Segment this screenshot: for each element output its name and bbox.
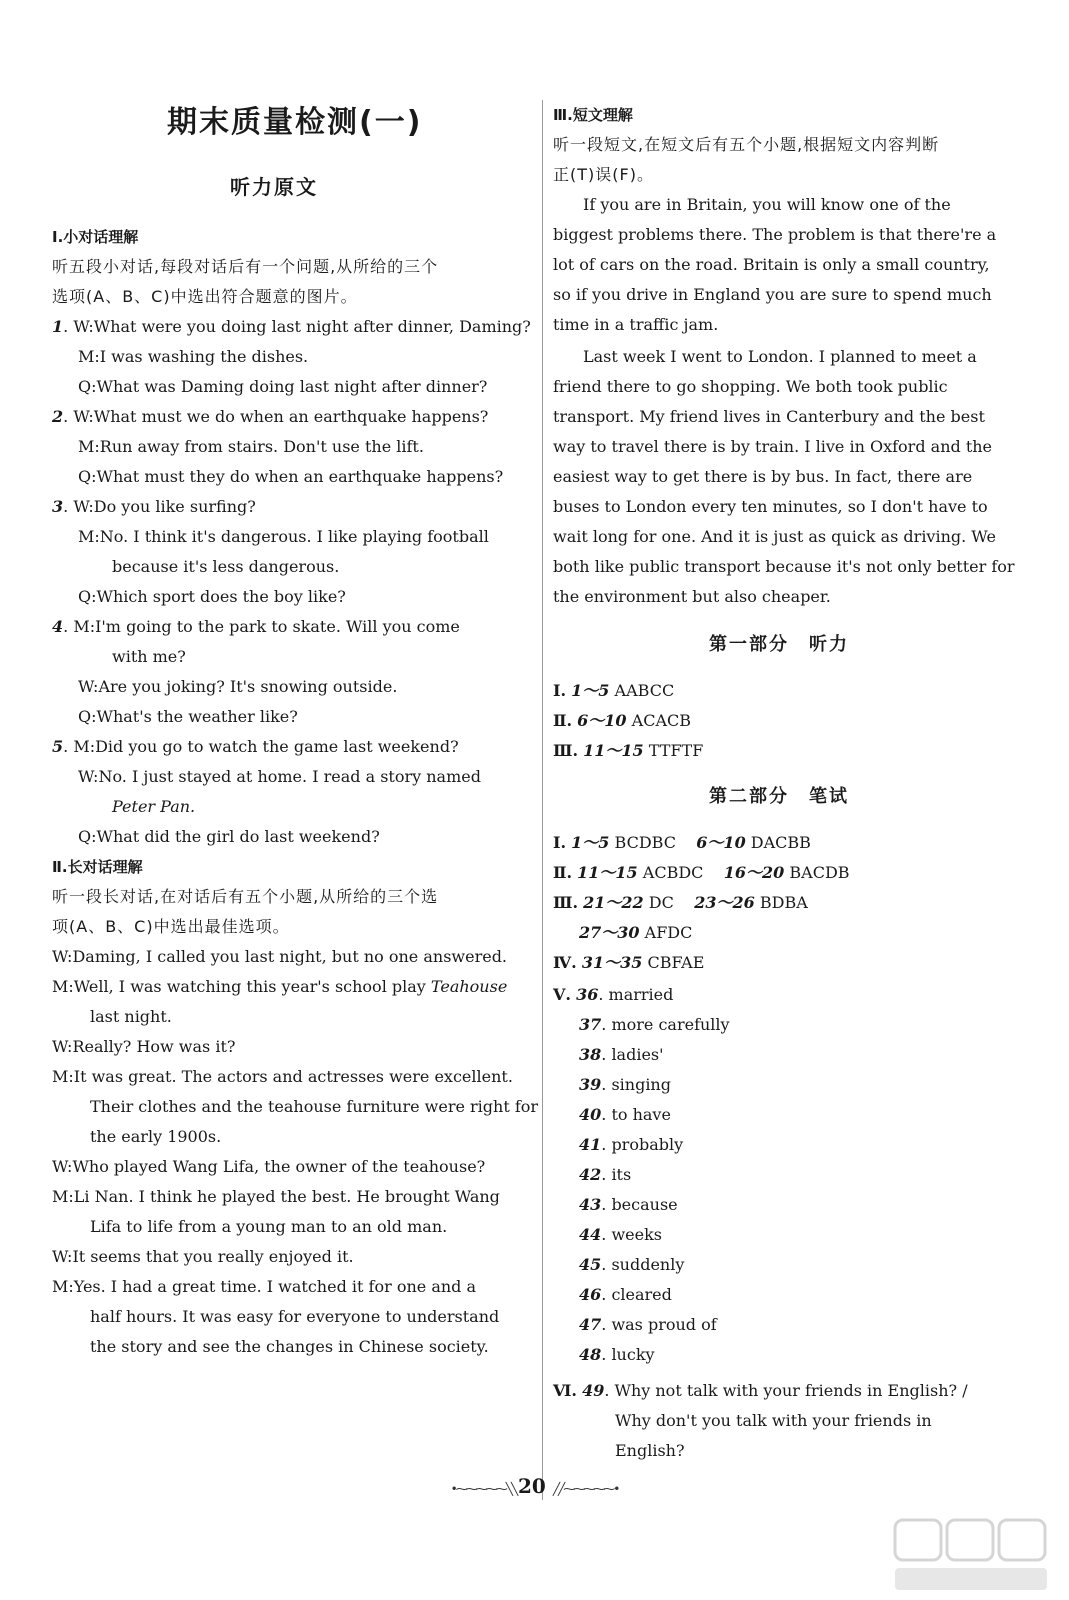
passage-line: way to travel there is by train. I live in Oxford and the <box>553 437 993 456</box>
dialog-line: with me? <box>112 647 186 666</box>
question-text: Q:What's the weather like? <box>78 707 298 726</box>
answer-word: lucky <box>611 1345 655 1364</box>
question-number: 44 <box>579 1225 602 1244</box>
page-subtitle: 听力原文 <box>230 175 318 199</box>
passage-line: transport. My friend lives in Canterbury and the best <box>553 407 985 426</box>
answer-row: 40. to have <box>579 1105 671 1124</box>
roman-numeral: Ⅱ. <box>553 711 573 730</box>
question-number: 39 <box>579 1075 602 1094</box>
answer-row <box>553 862 850 884</box>
part-heading-listening: 第一部分 听力 <box>709 634 849 655</box>
answer-word: suddenly <box>611 1255 685 1274</box>
passage-line: time in a traffic jam. <box>553 315 719 334</box>
dialog-line: the early 1900s. <box>90 1127 222 1146</box>
answer-row <box>553 952 704 974</box>
question-number: 46 <box>579 1285 602 1304</box>
dialog-line: W:Really? How was it? <box>52 1037 236 1056</box>
dialog-line <box>52 976 507 998</box>
answer-word: ladies' <box>611 1045 664 1064</box>
dialog-line: M:No. I think it's dangerous. I like playing football <box>78 527 489 546</box>
dialog-line: M:I was washing the dishes. <box>78 347 309 366</box>
question-number: 49 <box>582 1381 605 1400</box>
answer-key: ACACB <box>631 711 692 730</box>
answer-row: 37. more carefully <box>579 1015 730 1034</box>
question-number: 41 <box>579 1135 602 1154</box>
dialog-line: the story and see the changes in Chinese society. <box>90 1337 489 1356</box>
passage-line: wait long for one. And it is just as quick as driving. We <box>553 527 996 546</box>
passage-line: Last week I went to London. I planned to meet a <box>583 347 977 366</box>
dialog-line: W:It seems that you really enjoyed it. <box>52 1247 354 1266</box>
roman-numeral: Ⅰ. <box>553 681 567 700</box>
page-title: 期末质量检测(一) <box>167 105 423 140</box>
passage-line: so if you drive in England you are sure to spend much <box>553 285 992 304</box>
dialog-line: W:Who played Wang Lifa, the owner of the teahouse? <box>52 1157 486 1176</box>
question-range: 1～5 <box>571 681 610 700</box>
question-number: 5 <box>52 737 64 756</box>
watermark-logo-icon <box>891 1516 1051 1594</box>
answer-row: 45. suddenly <box>579 1255 685 1274</box>
answer-sentence: Why don't you talk with your friends in <box>615 1411 932 1430</box>
answer-word: was proud of <box>611 1315 717 1334</box>
section-instruction: 正(T)误(F)。 <box>553 165 654 184</box>
answer-row: 39. singing <box>579 1075 671 1094</box>
answer-key: BCDBC <box>614 833 676 852</box>
question-number: 48 <box>579 1345 602 1364</box>
question-range: 6～10 <box>696 833 746 852</box>
question-number: 4 <box>52 617 64 636</box>
passage-line: If you are in Britain, you will know one of the <box>583 195 951 214</box>
answer-word: to have <box>611 1105 671 1124</box>
dialog-line: W:What must we do when an earthquake happens? <box>73 407 489 426</box>
question-text: Q:What did the girl do last weekend? <box>78 827 380 846</box>
answer-row <box>553 832 811 854</box>
dialog-line: M:Did you go to watch the game last weekend? <box>73 737 459 756</box>
answer-row: 48. lucky <box>579 1345 655 1364</box>
answer-key: DACBB <box>750 833 811 852</box>
question-text: Q:What was Daming doing last night after dinner? <box>78 377 488 396</box>
answer-key: BDBA <box>759 893 808 912</box>
answer-row <box>553 740 703 762</box>
dialog-line: W:No. I just stayed at home. I read a story named <box>78 767 481 786</box>
answer-sentence: Why not talk with your friends in English? / <box>614 1381 968 1400</box>
answer-word: probably <box>611 1135 684 1154</box>
page-number: 20 <box>518 1474 546 1498</box>
dialog-line: because it's less dangerous. <box>112 557 340 576</box>
section-instruction: 听五段小对话,每段对话后有一个问题,从所给的三个 <box>52 257 439 276</box>
dialog-line: half hours. It was easy for everyone to understand <box>90 1307 500 1326</box>
passage-line: buses to London every ten minutes, so I don't have to <box>553 497 988 516</box>
answer-key: ACBDC <box>642 863 704 882</box>
roman-numeral: Ⅲ. <box>553 893 579 912</box>
roman-numeral: Ⅴ. <box>553 985 571 1004</box>
question-number: 2 <box>52 407 64 426</box>
dialog-line: last night. <box>90 1007 172 1026</box>
answer-row: 44. weeks <box>579 1225 662 1244</box>
answer-row: 46. cleared <box>579 1285 672 1304</box>
roman-numeral: Ⅲ. <box>553 741 579 760</box>
question-number: 1 <box>52 317 64 336</box>
answer-row <box>553 710 691 732</box>
answer-key: CBFAE <box>647 953 705 972</box>
answer-row <box>553 680 674 702</box>
question-text: Q:What must they do when an earthquake happens? <box>78 467 504 486</box>
section-instruction: 项(A、B、C)中选出最佳选项。 <box>52 917 290 936</box>
roman-numeral: Ⅰ. <box>553 833 567 852</box>
answer-key: DC <box>648 893 674 912</box>
section-heading-short-dialogs: Ⅰ.小对话理解 <box>52 228 139 246</box>
question-range: 23～26 <box>694 893 755 912</box>
question-number: 36 <box>576 985 599 1004</box>
dialog-line: W:What were you doing last night after dinner, Daming? <box>73 317 531 336</box>
dialog-line: M:I'm going to the park to skate. Will you come <box>73 617 460 636</box>
passage-line: the environment but also cheaper. <box>553 587 831 606</box>
footer-ornament-icon: ╱╱⁓⁓⁓⁓⁓• <box>552 1482 619 1496</box>
section-instruction: 听一段长对话,在对话后有五个小题,从所给的三个选 <box>52 887 439 906</box>
section-heading-passage: Ⅲ.短文理解 <box>553 106 633 124</box>
dialog-line: M:Yes. I had a great time. I watched it for one and a <box>52 1277 477 1296</box>
answer-row: 41. probably <box>579 1135 684 1154</box>
column-divider <box>542 100 543 1500</box>
dialog-line: M:Li Nan. I think he played the best. He brought Wang <box>52 1187 500 1206</box>
question-line: 1. W:What were you doing last night after dinner, Daming? <box>52 317 531 336</box>
roman-numeral: Ⅱ. <box>553 863 573 882</box>
question-range: 27～30 <box>579 923 640 942</box>
answer-row: 47. was proud of <box>579 1315 717 1334</box>
question-number: 37 <box>579 1015 602 1034</box>
roman-numeral: Ⅵ. <box>553 1381 577 1400</box>
answer-key: AABCC <box>614 681 675 700</box>
answer-word: singing <box>611 1075 671 1094</box>
question-range: 16～20 <box>723 863 785 882</box>
page-footer <box>0 1474 1069 1498</box>
question-text: Q:Which sport does the boy like? <box>78 587 346 606</box>
answer-key: TTFTF <box>648 741 704 760</box>
answer-row: Ⅵ. 49. Why not talk with your friends in English? / <box>553 1381 968 1400</box>
question-range: 11～15 <box>583 741 644 760</box>
question-line: 4. M:I'm going to the park to skate. Will you come <box>52 617 460 636</box>
answer-word: cleared <box>611 1285 672 1304</box>
answer-word: because <box>611 1195 678 1214</box>
answer-row: 43. because <box>579 1195 678 1214</box>
question-range: 11～15 <box>577 863 638 882</box>
question-range: 31～35 <box>581 953 643 972</box>
dialog-line: W:Are you joking? It's snowing outside. <box>78 677 398 696</box>
dialog-line: W:Do you like surfing? <box>73 497 256 516</box>
dialog-text: M:Well, I was watching this year's school play <box>52 977 431 996</box>
question-number: 40 <box>579 1105 602 1124</box>
dialog-line: M:It was great. The actors and actresses were excellent. <box>52 1067 513 1086</box>
answer-row <box>579 922 692 944</box>
dialog-line: W:Daming, I called you last night, but no one answered. <box>52 947 508 966</box>
passage-line: friend there to go shopping. We both took public <box>553 377 948 396</box>
answer-row <box>553 892 808 914</box>
answer-word: its <box>611 1165 632 1184</box>
answer-row: 38. ladies' <box>579 1045 664 1064</box>
story-title: Peter Pan. <box>112 797 196 816</box>
passage-line: easiest way to get there is by bus. In fact, there are <box>553 467 973 486</box>
passage-line: both like public transport because it's not only better for <box>553 557 1015 576</box>
answer-word: more carefully <box>611 1015 730 1034</box>
answer-word: weeks <box>611 1225 662 1244</box>
question-line: 3. W:Do you like surfing? <box>52 497 256 516</box>
answer-row: Ⅴ. 36. married <box>553 985 674 1004</box>
question-number: 42 <box>579 1165 602 1184</box>
answer-row: 42. its <box>579 1165 632 1184</box>
answer-key: AFDC <box>644 923 693 942</box>
question-range: 1～5 <box>571 833 610 852</box>
question-number: 3 <box>52 497 64 516</box>
answer-sentence: English? <box>615 1441 685 1460</box>
passage-line: biggest problems there. The problem is that there're a <box>553 225 997 244</box>
footer-ornament-icon: •⁓⁓⁓⁓⁓╲╲ <box>450 1482 518 1496</box>
part-heading-writing: 第二部分 笔试 <box>709 786 849 807</box>
question-line: 5. M:Did you go to watch the game last weekend? <box>52 737 459 756</box>
section-heading-long-dialog: Ⅱ.长对话理解 <box>52 858 143 876</box>
section-instruction: 选项(A、B、C)中选出符合题意的图片。 <box>52 287 358 306</box>
play-title: Teahouse <box>430 977 508 996</box>
roman-numeral: Ⅳ. <box>553 953 577 972</box>
question-line: 2. W:What must we do when an earthquake happens? <box>52 407 489 426</box>
question-number: 45 <box>579 1255 602 1274</box>
dialog-line: M:Run away from stairs. Don't use the lift. <box>78 437 424 456</box>
question-number: 47 <box>579 1315 602 1334</box>
question-range: 6～10 <box>577 711 627 730</box>
section-instruction: 听一段短文,在短文后有五个小题,根据短文内容判断 <box>553 135 940 154</box>
question-number: 43 <box>579 1195 602 1214</box>
answer-word: married <box>608 985 674 1004</box>
answer-key: BACDB <box>789 863 850 882</box>
dialog-line: Lifa to life from a young man to an old man. <box>90 1217 448 1236</box>
dialog-line: Their clothes and the teahouse furniture were right for <box>90 1097 539 1116</box>
question-number: 38 <box>579 1045 602 1064</box>
passage-line: lot of cars on the road. Britain is only a small country, <box>553 255 990 274</box>
question-range: 21～22 <box>583 893 644 912</box>
